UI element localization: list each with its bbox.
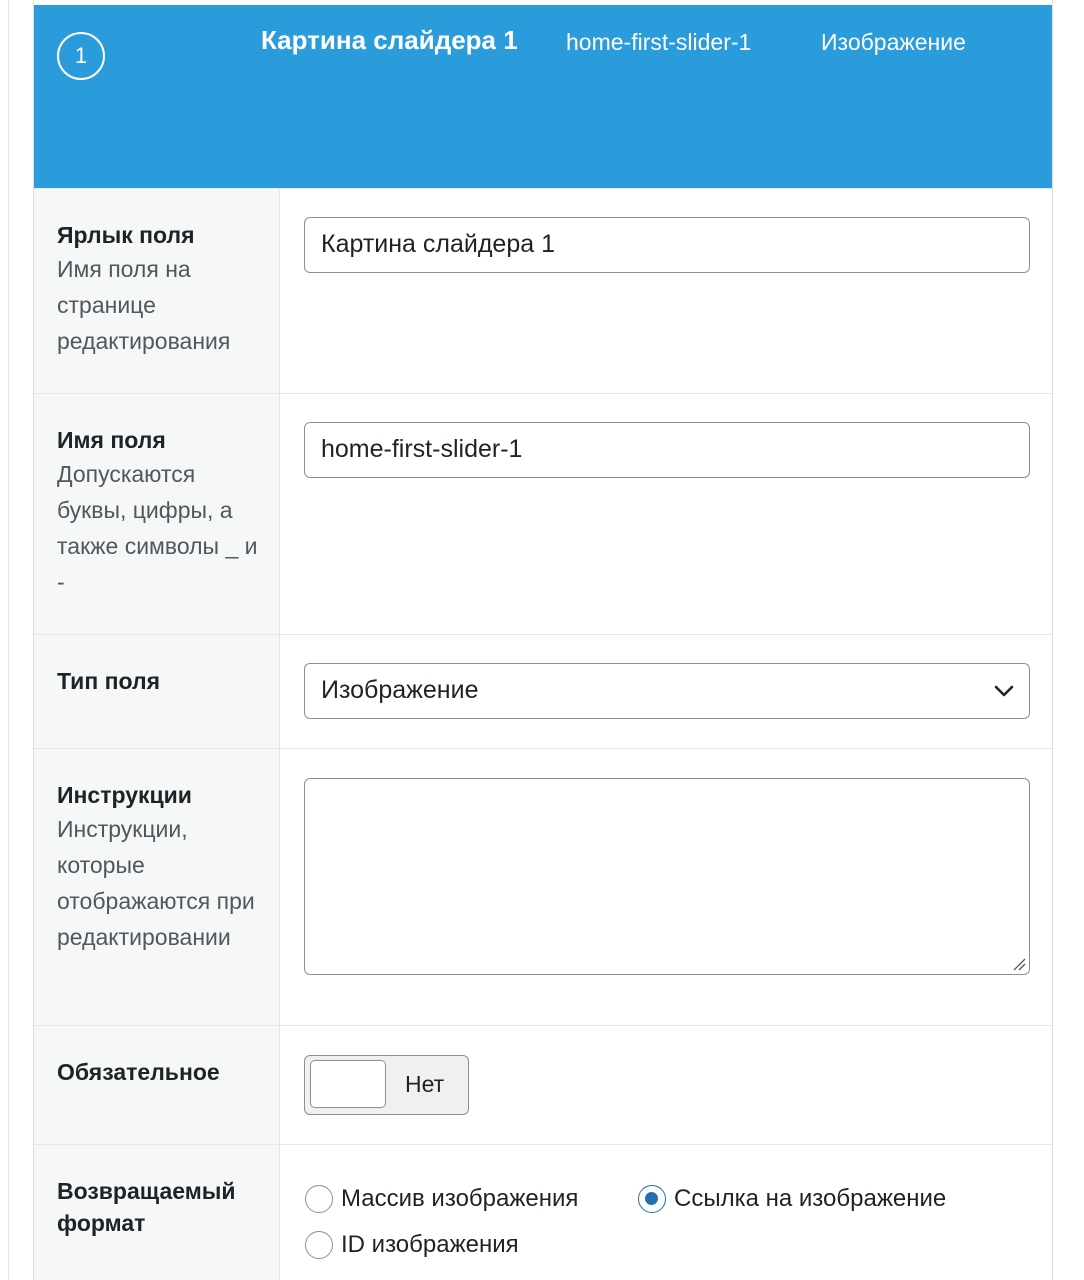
row-label-column [34,1145,280,1280]
instructions-description: Инструкции, которые отображаются при редактировании [57,816,255,950]
field-order-badge[interactable]: 1 [57,32,105,80]
row-label-column [34,635,280,748]
radio-image-id-circle[interactable] [305,1231,333,1259]
row-field-label [34,188,1053,393]
page-edge-divider [8,0,9,1280]
header-field-type: Изображение [821,29,966,55]
field-type-selected-value: Изображение [321,676,479,704]
field-label-input[interactable]: Картина слайдера 1 [304,217,1030,273]
field-header[interactable] [34,5,1053,188]
radio-image-id-label[interactable]: ID изображения [341,1231,519,1258]
radio-image-array-circle[interactable] [305,1185,333,1213]
radio-image-array[interactable] [305,1185,578,1213]
instructions-textarea[interactable] [304,778,1030,975]
required-toggle[interactable] [304,1055,469,1115]
row-input-column [280,394,1053,634]
toggle-knob [310,1060,386,1108]
field-name-title: Имя поля [57,427,166,453]
row-input-column [280,1026,1053,1144]
chevron-down-icon [993,680,1015,702]
row-field-type [34,634,1053,748]
row-field-name [34,393,1053,634]
header-field-label[interactable]: Картина слайдера 1 [261,25,518,55]
required-title: Обязательное [57,1059,220,1085]
required-toggle-text: Нет [405,1071,445,1097]
header-field-name: home-first-slider-1 [566,29,752,55]
row-input-column [280,189,1053,393]
radio-image-url-circle[interactable] [638,1185,666,1213]
row-input-column [280,635,1053,748]
row-label-column [34,189,280,393]
row-required [34,1025,1053,1144]
field-settings-panel [33,0,1053,1280]
row-label-column [34,394,280,634]
row-input-column [280,1145,1053,1280]
row-return-format [34,1144,1053,1280]
instructions-title: Инструкции [57,782,192,808]
radio-image-url-label[interactable]: Ссылка на изображение [674,1185,947,1212]
row-label-column [34,749,280,1025]
row-input-column [280,749,1053,1025]
field-name-input[interactable]: home-first-slider-1 [304,422,1030,478]
field-name-description: Допускаются буквы, цифры, а также символы _ и - [57,461,258,595]
radio-image-url[interactable] [638,1185,946,1213]
field-label-description: Имя поля на странице редактирования [57,256,231,354]
field-label-title: Ярлык поля [57,222,195,248]
row-label-column [34,1026,280,1144]
radio-image-array-label[interactable]: Массив изображения [341,1185,579,1212]
field-type-title: Тип поля [57,668,160,694]
return-format-title: Возвращаемый формат [57,1178,236,1236]
radio-image-id[interactable] [305,1231,519,1259]
field-type-select[interactable] [304,663,1030,719]
resize-grip-icon[interactable] [1011,956,1027,972]
row-instructions [34,748,1053,1025]
